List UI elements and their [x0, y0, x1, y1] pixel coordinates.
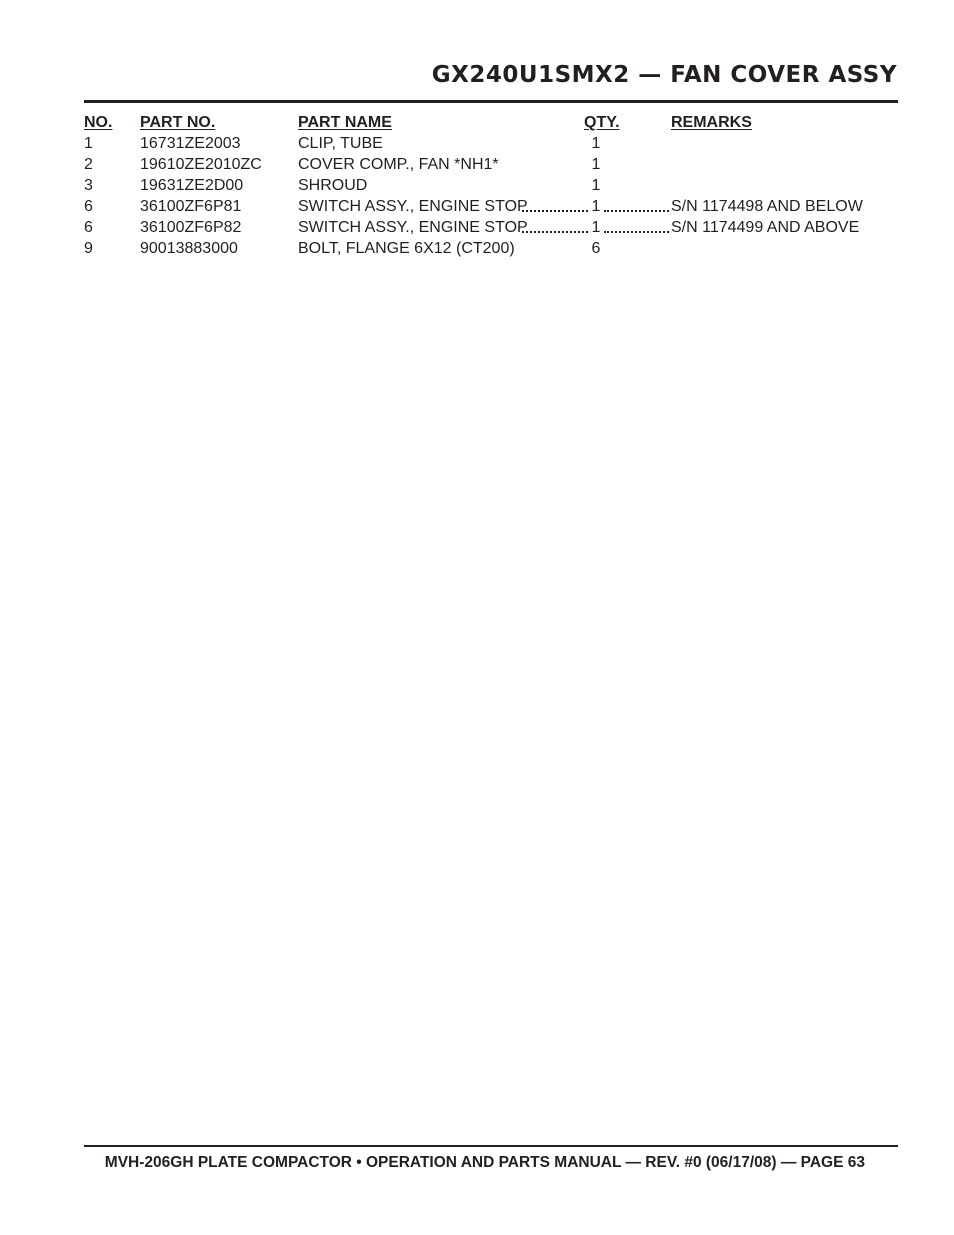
row-part-no: 36100ZF6P82 — [140, 219, 242, 236]
header-no: NO. — [84, 114, 113, 131]
table-row — [84, 196, 884, 217]
row-no: 2 — [84, 156, 93, 173]
table-row — [84, 154, 884, 175]
table-row — [84, 175, 884, 196]
table-row — [84, 238, 884, 259]
row-part-no: 16731ZE2003 — [140, 135, 241, 152]
header-qty: QTY. — [584, 114, 620, 131]
row-no: 6 — [84, 219, 93, 236]
parts-table — [84, 112, 884, 259]
row-part-name: COVER COMP., FAN *NH1* — [298, 156, 499, 173]
page-footer: MVH-206GH PLATE COMPACTOR • OPERATION AND PARTS MANUAL — REV. #0 (06/17/08) — PAGE 63 — [104, 1154, 865, 1171]
table-row — [84, 133, 884, 154]
dot-leader — [522, 210, 588, 212]
row-no: 6 — [84, 198, 93, 215]
dot-leader — [604, 210, 669, 212]
row-qty: 1 — [591, 177, 601, 194]
row-part-no: 36100ZF6P81 — [140, 198, 242, 215]
row-no: 3 — [84, 177, 93, 194]
header-part-no: PART NO. — [140, 114, 216, 131]
header-part-name: PART NAME — [298, 114, 392, 131]
page-title: GX240U1SMX2 — FAN COVER ASSY — [431, 62, 897, 88]
row-remarks: S/N 1174498 AND BELOW — [671, 198, 863, 215]
dot-leader — [522, 231, 588, 233]
header-remarks: REMARKS — [671, 114, 752, 131]
row-no: 1 — [84, 135, 93, 152]
row-part-no: 19631ZE2D00 — [140, 177, 244, 194]
row-qty: 1 — [591, 198, 601, 215]
row-no: 9 — [84, 240, 93, 257]
row-part-name: SHROUD — [298, 177, 368, 194]
row-qty: 6 — [591, 240, 601, 257]
dot-leader — [604, 231, 669, 233]
row-qty: 1 — [591, 135, 601, 152]
row-part-name: CLIP, TUBE — [298, 135, 383, 152]
row-part-name: BOLT, FLANGE 6X12 (CT200) — [298, 240, 515, 257]
row-remarks: S/N 1174499 AND ABOVE — [671, 219, 860, 236]
table-header — [84, 112, 884, 133]
table-row — [84, 217, 884, 238]
row-part-no: 90013883000 — [140, 240, 238, 257]
row-part-no: 19610ZE2010ZC — [140, 156, 262, 173]
row-qty: 1 — [591, 219, 601, 236]
title-rule — [84, 100, 898, 103]
footer-rule — [84, 1145, 898, 1147]
row-part-name: SWITCH ASSY., ENGINE STOP — [298, 219, 528, 236]
row-part-name: SWITCH ASSY., ENGINE STOP — [298, 198, 528, 215]
row-qty: 1 — [591, 156, 601, 173]
